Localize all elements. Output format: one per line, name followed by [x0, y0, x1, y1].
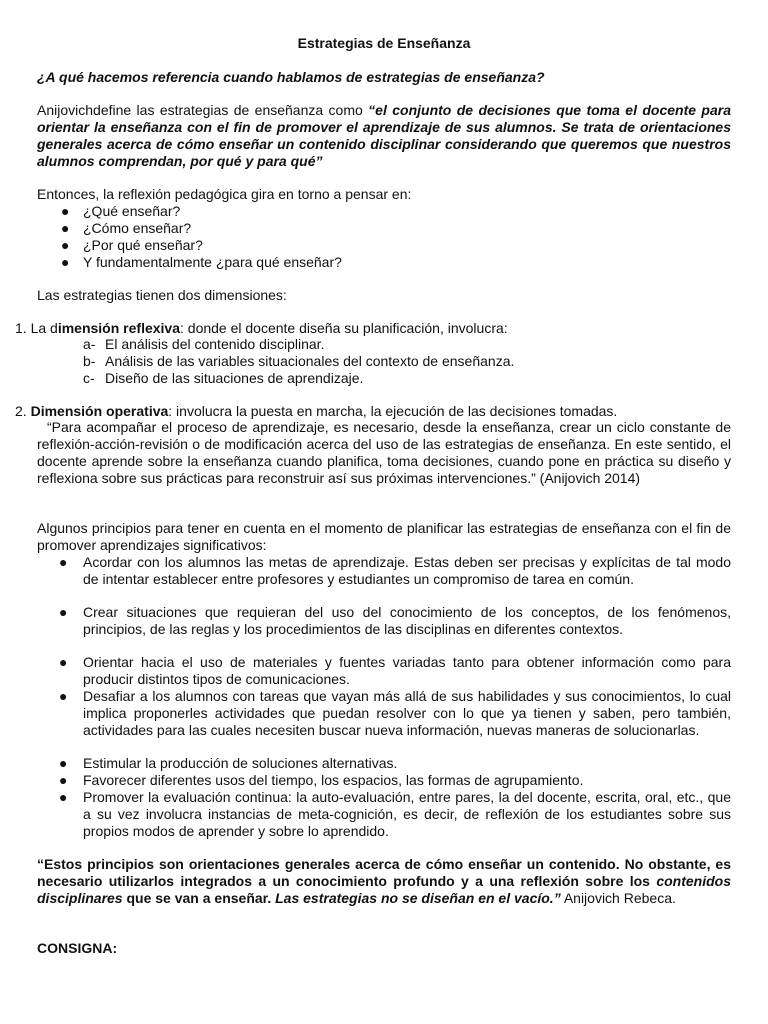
- bullet-icon: ●: [61, 220, 70, 236]
- dimensions-intro: Las estrategias tienen dos dimensiones:: [37, 287, 287, 303]
- list-item: ● ¿Qué enseñar?: [61, 203, 181, 219]
- list-item: ● Y fundamentalmente ¿para qué enseñar?: [61, 254, 342, 270]
- bullet-icon: ●: [59, 604, 68, 620]
- principle-item: ● Favorecer diferentes usos del tiempo, los espacios, las formas de agrupamiento.: [59, 772, 584, 788]
- sub-item-a: a- El análisis del contenido disciplinar.: [83, 336, 325, 352]
- bullet-icon: ●: [61, 254, 70, 270]
- list-item: ● ¿Cómo enseñar?: [61, 220, 192, 236]
- definition-quote: “el conjunto de decisiones que toma el docente para orientar la enseñanza con el fin de promover el aprendizaje de sus alumnos. Se trata de orientaciones generales acerca de cómo enseñar un contenido disciplinar considerando que queremos que nuestros alumnos comprendan, por qué y para qué”: [37, 102, 731, 169]
- bullet-icon: ●: [59, 654, 68, 670]
- principles-intro: Algunos principios para tener en cuenta en el momento de planificar las estrategias de enseñanza con el fin de promover aprendizajes significativos:: [37, 520, 731, 553]
- principle-item: ● Promover la evaluación continua: la auto-evaluación, entre pares, la del docente, escrita, oral, etc., que a su vez involucra instancias de meta-cognición, es decir, de reflexión de los estudiantes sobre sus propios modos de aprender y sobre lo aprendido.: [59, 789, 731, 839]
- definition-paragraph: [37, 102, 731, 170]
- reflection-intro: Entonces, la reflexión pedagógica gira en torno a pensar en:: [37, 186, 412, 202]
- closing-quote: “Estos principios son orientaciones generales acerca de cómo enseñar un contenido. No obstante, es necesario utilizarlos integrados a un conocimiento profundo y a una reflexión sobre los contenidos disciplinares que se van a enseñar. Las estrategias no se diseñan en el vacío.” Anijovich Rebeca.: [37, 856, 731, 906]
- sub-item-c: c- Diseño de las situaciones de aprendizaje.: [83, 370, 364, 386]
- sub-item-b: b- Análisis de las variables situacionales del contexto de enseñanza.: [83, 353, 515, 369]
- dimension-1: 1. La dimensión reflexiva: donde el docente diseña su planificación, involucra:: [15, 320, 508, 336]
- principle-item: ● Estimular la producción de soluciones alternativas.: [59, 755, 398, 771]
- principle-item: ● Desafiar a los alumnos con tareas que vayan más allá de sus habilidades y sus conocimientos, lo cual implica proponerles actividades que puedan resolver con lo que ya tienen y saben, pero también, actividades para las cuales necesiten buscar nueva información, nuevas maneras de solucionarlas.: [59, 688, 731, 738]
- operative-quote: “Para acompañar el proceso de aprendizaje, es necesario, desde la enseñanza, crear un ciclo constante de reflexión-acción-revisión o de modificación acerca del uso de las estrategias de enseñanza. En este sentido, el docente aprende sobre la enseñanza cuando planifica, toma decisiones, cuando pone en práctica su diseño y reflexiona sobre sus prácticas para reconstruir así sus próximas intervenciones.” (Anijovich 2014): [37, 419, 731, 486]
- bullet-icon: ●: [59, 789, 68, 805]
- section-question: ¿A qué hacemos referencia cuando hablamos de estrategias de enseñanza?: [37, 69, 545, 85]
- document-title: Estrategias de Enseñanza: [297, 35, 471, 51]
- consigna-heading: CONSIGNA:: [37, 940, 118, 956]
- bullet-icon: ●: [59, 688, 68, 704]
- list-item: ● ¿Por qué enseñar?: [61, 237, 203, 253]
- dimension-2: 2. Dimensión operativa: involucra la puesta en marcha, la ejecución de las decisiones tomadas.: [15, 403, 618, 419]
- principle-item: ● Crear situaciones que requieran del uso del conocimiento de los conceptos, de los fenómenos, principios, de las reglas y los procedimientos de las disciplinas en diferentes contextos.: [59, 604, 731, 637]
- principle-item: ● Acordar con los alumnos las metas de aprendizaje. Estas deben ser precisas y explícitas de tal modo de intentar establecer entre profesores y estudiantes un compromiso de tarea en común.: [59, 554, 731, 587]
- bullet-icon: ●: [59, 772, 68, 788]
- bullet-icon: ●: [61, 203, 70, 219]
- bullet-icon: ●: [61, 237, 70, 253]
- definition-lead: Anijovichdefine las estrategias de enseñanza como: [37, 102, 369, 118]
- bullet-icon: ●: [59, 755, 68, 771]
- principle-item: ● Orientar hacia el uso de materiales y fuentes variadas tanto para obtener información como para producir distintos tipos de comunicaciones.: [59, 654, 731, 687]
- bullet-icon: ●: [59, 554, 68, 570]
